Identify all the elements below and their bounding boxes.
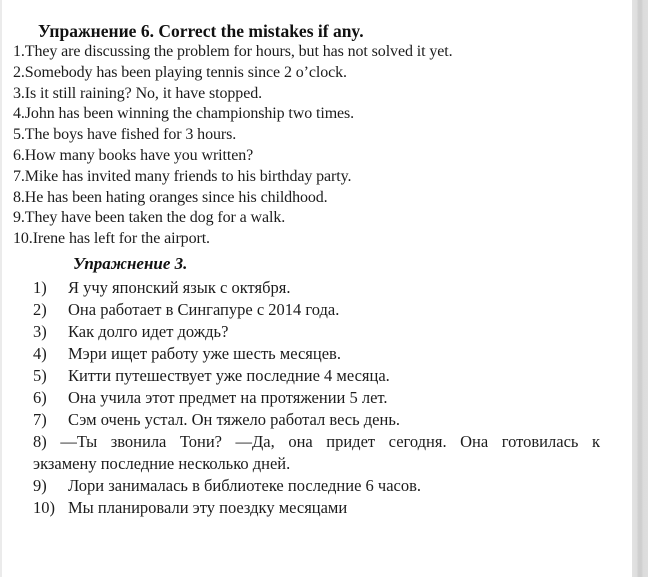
item-number: 5) (33, 365, 47, 385)
exercise3-item-5 (33, 365, 618, 387)
item-text: Мэри ищет работу уже шесть месяцев. (68, 343, 341, 363)
item-text: Сэм очень устал. Он тяжело работал весь день. (68, 409, 400, 429)
exercise3-list (13, 277, 618, 519)
exercise6-item-8: 8.He has been hating oranges since his childhood. (13, 188, 328, 206)
exercise6-item-3: 3.Is it still raining? No, it have stopped. (13, 84, 262, 102)
item-line-2: экзамену последние несколько дней. (33, 453, 291, 473)
exercise3-item-3 (33, 321, 618, 343)
exercise6-item-1: 1.They are discussing the problem for hours, but has not solved it yet. (13, 43, 453, 60)
exercise3-item-9 (33, 475, 618, 497)
item-text: Китти путешествует уже последние 4 месяца. (68, 365, 390, 385)
item-text: Она работает в Сингапуре с 2014 года. (68, 299, 340, 319)
item-text: Мы планировали эту поездку месяцами (68, 497, 348, 517)
exercise3-item-6 (33, 387, 618, 409)
exercise6-item-5: 5.The boys have fished for 3 hours. (13, 126, 237, 144)
scrollbar-track[interactable] (632, 0, 648, 577)
item-number: 9) (33, 475, 47, 495)
item-text: Лори занималась в библиотеке последние 6 часов. (68, 475, 422, 495)
item-text: Я учу японский язык с октября. (68, 277, 291, 297)
exercise6-item-2: 2.Somebody has been playing tennis since 2 o’clock. (13, 63, 347, 81)
exercise3-item-8 (33, 431, 600, 475)
item-number: 4) (33, 343, 47, 363)
item-number: 10) (33, 497, 55, 517)
exercise3-heading: Упражнение 3. (73, 253, 188, 273)
exercise6-item-10: 10.Irene has left for the airport. (13, 230, 210, 248)
exercise3-item-7 (33, 409, 618, 431)
exercise3-item-10 (33, 497, 618, 519)
item-number: 2) (33, 299, 47, 319)
exercise3-item-2 (33, 299, 618, 321)
exercise6-list (13, 42, 618, 250)
exercise3-item-1 (33, 277, 618, 299)
exercise6-heading: Упражнение 6. Correct the mistakes if any. (38, 21, 364, 41)
item-number: 3) (33, 321, 47, 341)
item-number: 1) (33, 277, 47, 297)
item-number: 8) (33, 431, 47, 451)
item-line-1 (33, 431, 600, 453)
exercise6-item-6: 6.How many books have you written? (13, 146, 254, 164)
item-text: Она учила этот предмет на протяжении 5 лет. (68, 387, 388, 407)
exercise6-item-7: 7.Mike has invited many friends to his birthday party. (13, 167, 352, 185)
exercise6-item-9: 9.They have been taken the dog for a walk. (13, 209, 286, 227)
item-number: 6) (33, 387, 47, 407)
exercise6-item-4: 4.John has been winning the championship two times. (13, 105, 355, 123)
item-text: —Ты звонила Тони? —Да, она придет сегодня. Она готовилась к (60, 431, 600, 451)
exercise3-item-4 (33, 343, 618, 365)
item-text: Как долго идет дождь? (68, 321, 229, 341)
item-number: 7) (33, 409, 47, 429)
